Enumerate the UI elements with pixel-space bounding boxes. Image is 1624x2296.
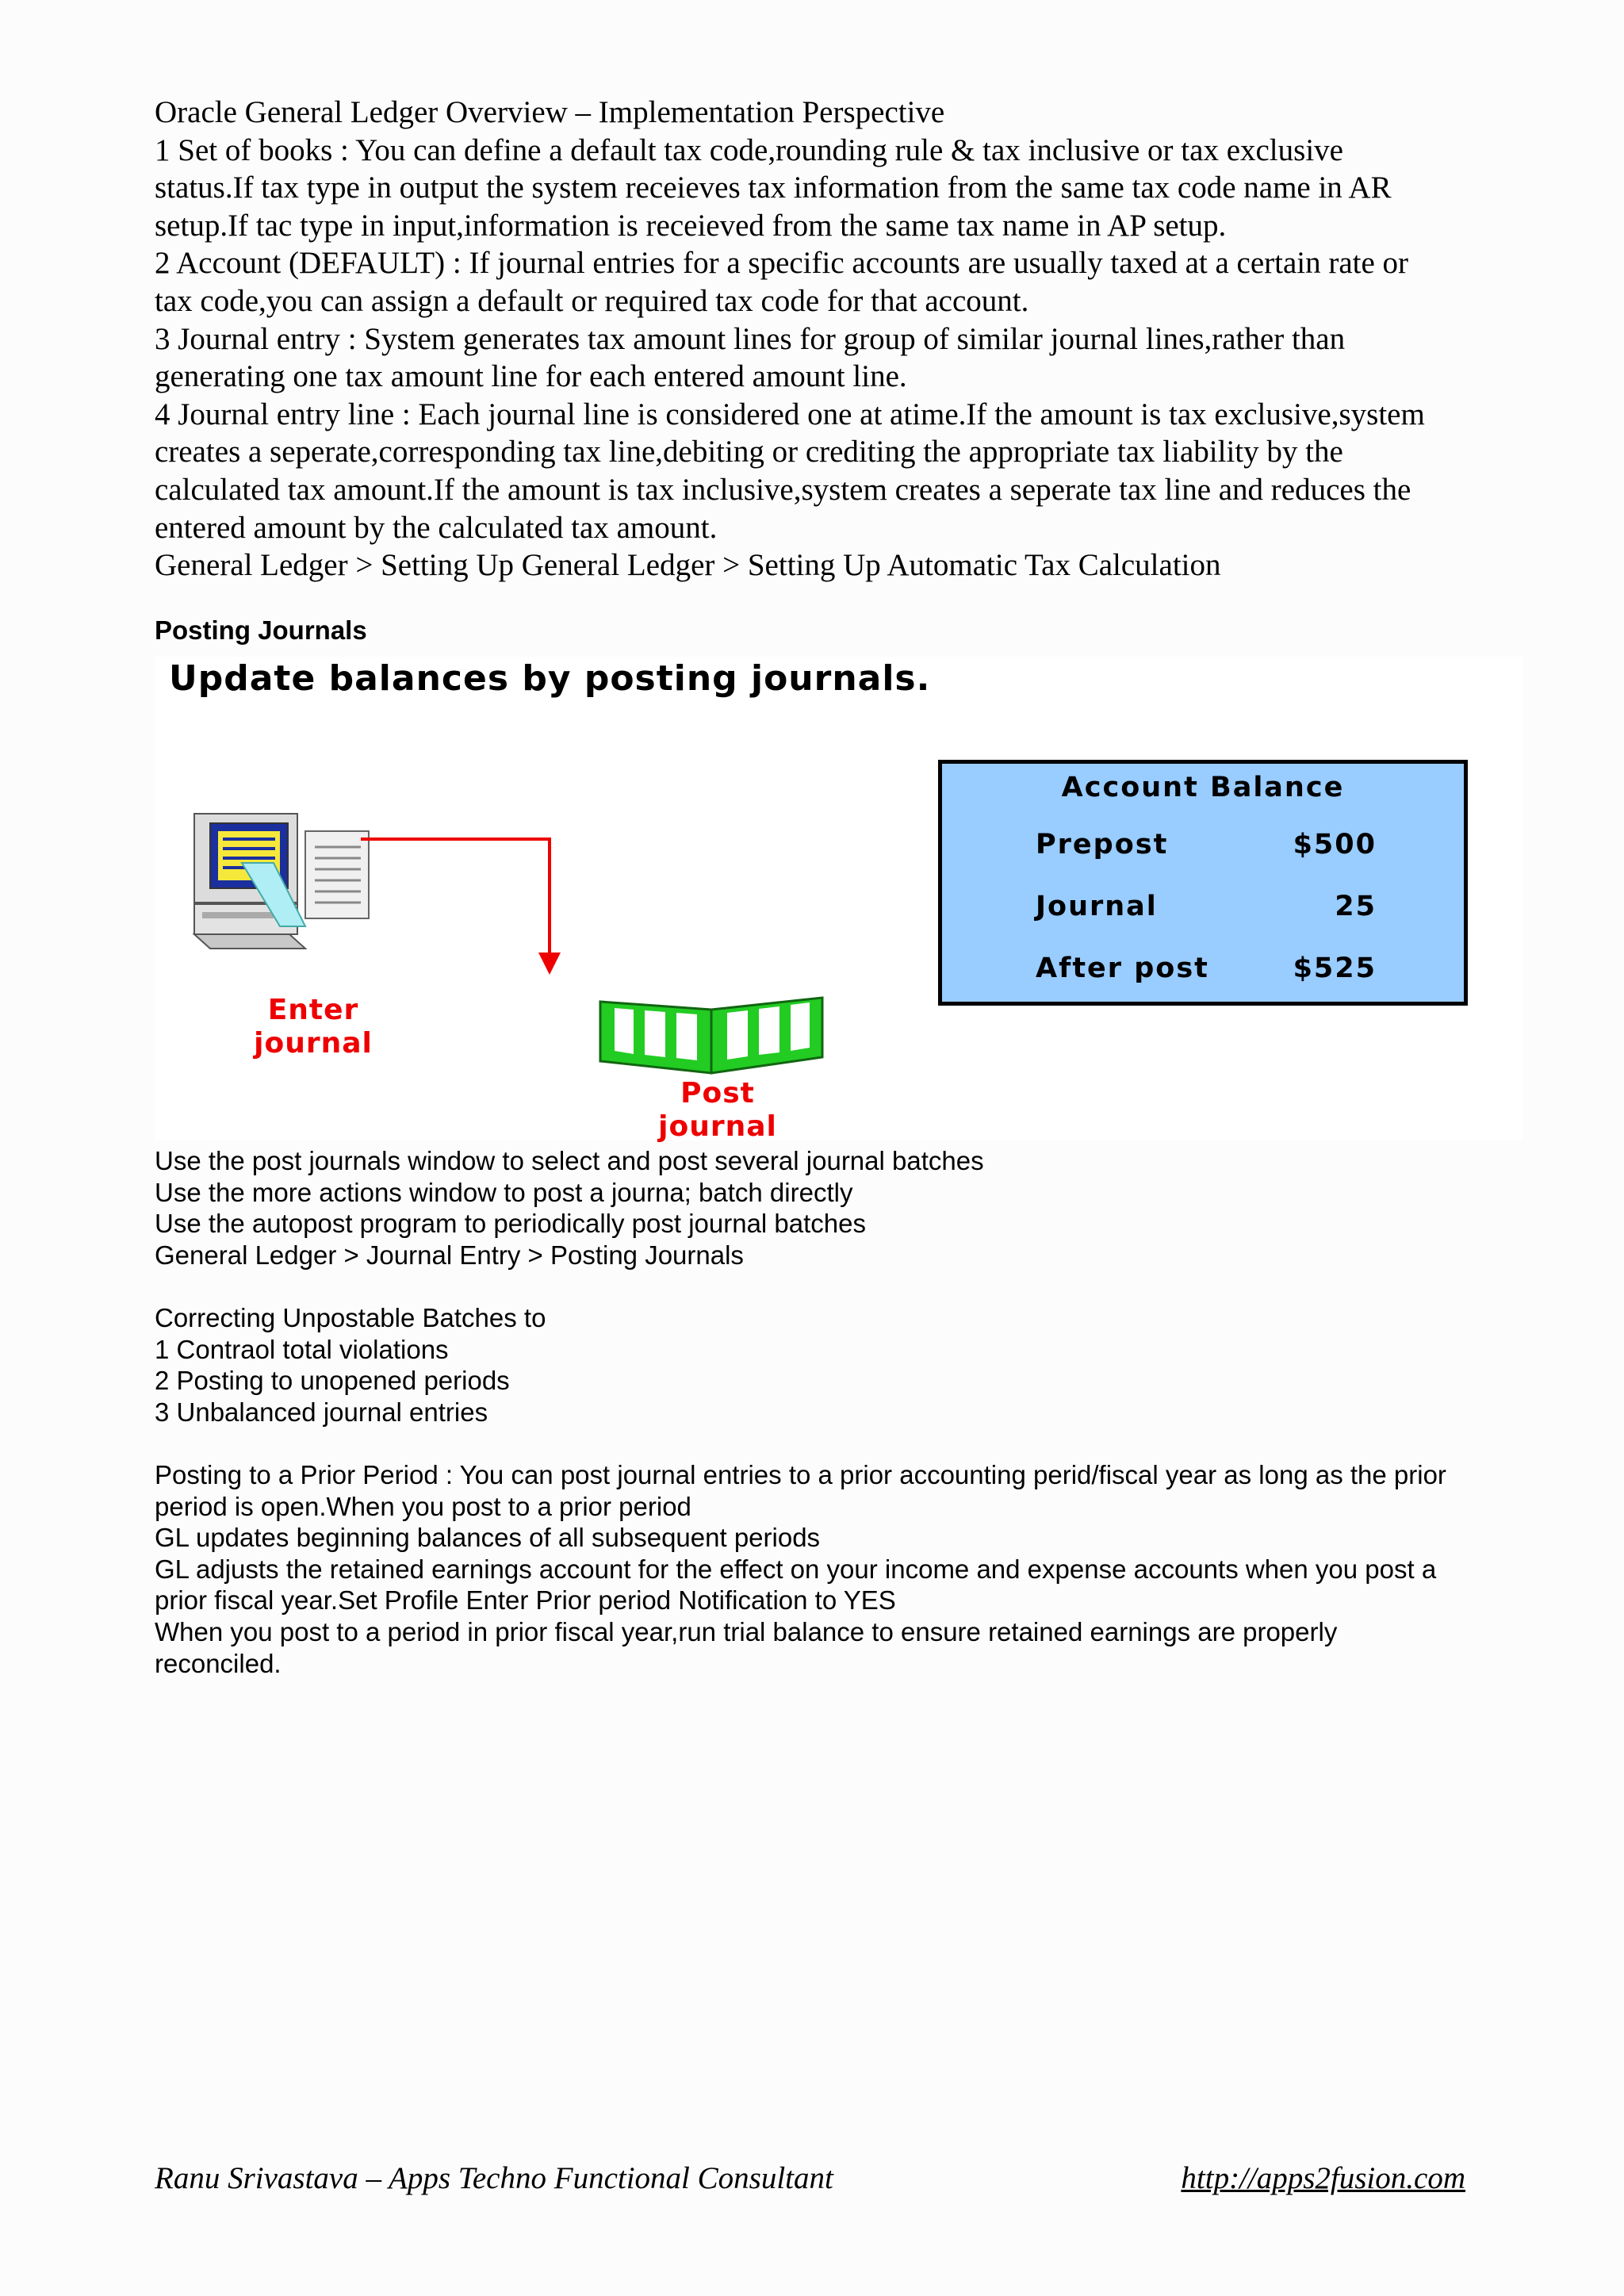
balance-label: After post [1036,953,1209,984]
correcting-item: 1 Contraol total violations [155,1334,449,1364]
use-line: Use the more actions window to post a journa; batch directly [155,1177,853,1207]
prior-period-line: Posting to a Prior Period : You can post journal entries to a prior accounting perid/fiscal year as long as the prior [155,1459,1446,1489]
correcting-item: 3 Unbalanced journal entries [155,1397,488,1427]
intro-line: generating one tax amount line for each entered amount line. [155,359,907,394]
account-balance-box [938,760,1468,1006]
intro-line: 2 Account (DEFAULT) : If journal entries for a specific accounts are usually taxed at a certain rate or [155,246,1409,281]
account-balance-title: Account Balance [1061,772,1345,803]
enter-label-line: journal [254,1027,373,1060]
document-title: Oracle General Ledger Overview – Implementation Perspective [155,95,945,129]
section-heading: Posting Journals [155,615,367,645]
intro-line: creates a seperate,corresponding tax line,debiting or crediting the appropriate tax liability by the [155,435,1343,470]
enter-label-line: Enter [267,994,359,1026]
navigation-path: General Ledger > Journal Entry > Posting Journals [155,1240,744,1270]
enter-journal-label [242,994,385,1060]
navigation-path: General Ledger > Setting Up General Ledger > Setting Up Automatic Tax Calculation [155,548,1221,583]
ledger-book-icon [592,978,830,1081]
balance-value: $500 [1293,829,1377,861]
intro-line: 1 Set of books : You can define a default tax code,rounding rule & tax inclusive or tax exclusive [155,132,1343,167]
computer-icon [186,807,377,950]
balance-label: Prepost [1036,829,1169,861]
intro-line: entered amount by the calculated tax amount. [155,510,718,545]
prior-period-line: reconciled. [155,1648,282,1678]
intro-line: 4 Journal entry line : Each journal line is considered one at atime.If the amount is tax exclusive,system [155,397,1425,431]
footer-author: Ranu Srivastava – Apps Techno Functional Consultant [155,2161,833,2195]
prior-period-line: prior fiscal year.Set Profile Enter Prior period Notification to YES [155,1585,896,1616]
prior-period-line: GL updates beginning balances of all subsequent periods [155,1523,821,1553]
correcting-heading: Correcting Unpostable Batches to [155,1302,546,1332]
intro-line: tax code,you can assign a default or required tax code for that account. [155,283,1029,318]
posting-notes [155,1145,1534,1679]
post-journal-label [646,1077,789,1144]
correcting-item: 2 Posting to unopened periods [155,1366,510,1396]
use-line: Use the post journals window to select and post several journal batches [155,1146,984,1175]
intro-line: 3 Journal entry : System generates tax amount lines for group of similar journal lines,rather than [155,321,1346,356]
balance-label: Journal [1036,891,1158,922]
prior-period-line: period is open.When you post to a prior period [155,1491,691,1521]
posting-arrow [361,835,678,978]
intro-line: status.If tax type in output the system receieves tax information from the same tax code name in AR [155,171,1392,205]
post-label-line: Post [680,1077,755,1110]
prior-period-line: GL adjusts the retained earnings account for the effect on your income and expense accounts when you post a [155,1554,1437,1584]
post-label-line: journal [658,1110,777,1143]
intro-line: setup.If tac type in input,information is receieved from the same tax name in AP setup. [155,208,1227,243]
prior-period-line: When you post to a period in prior fiscal year,run trial balance to ensure retained earnings are properly [155,1616,1338,1646]
intro-line: calculated tax amount.If the amount is tax inclusive,system creates a seperate tax line and reduces the [155,472,1411,507]
intro-section [155,94,1519,585]
balance-value: 25 [1335,891,1377,922]
posting-figure [155,657,1522,1143]
use-line: Use the autopost program to periodically post journal batches [155,1209,867,1239]
figure-title: Update balances by posting journals. [169,658,931,699]
balance-value: $525 [1293,953,1377,984]
footer-url-link[interactable]: http://apps2fusion.com [1181,2161,1465,2195]
